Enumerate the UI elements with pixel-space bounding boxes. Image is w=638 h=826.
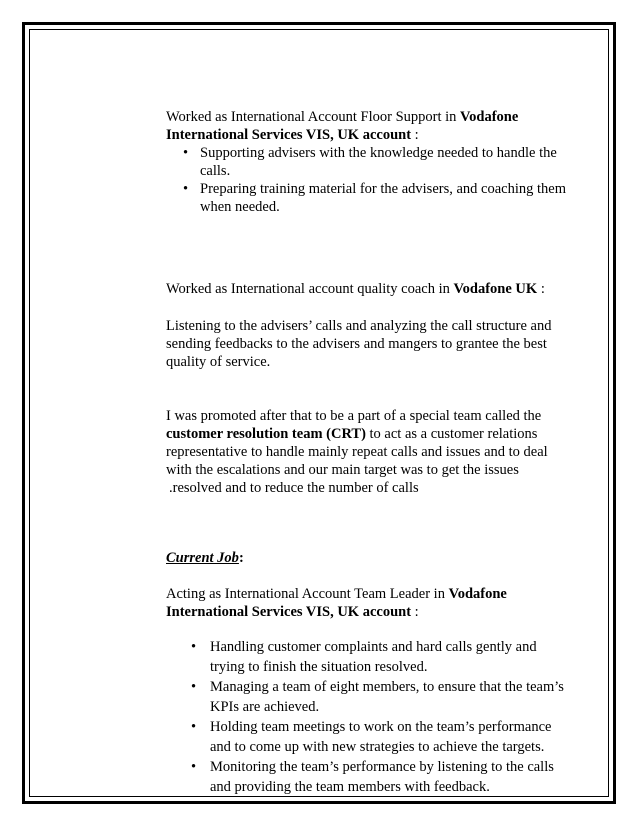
list-item: • Preparing training material for the advisers, and coaching them when needed.: [166, 180, 566, 216]
floor-support-company: Vodafone International Services VIS, UK account: [166, 109, 519, 143]
document-body: [166, 108, 566, 797]
current-job-company: Vodafone International Services VIS, UK account: [166, 586, 507, 620]
crt-last-line: .resolved and to reduce the number of calls: [169, 480, 419, 496]
floor-support-bullets: [166, 144, 566, 216]
current-job-intro: Acting as International Account Team Leader in Vodafone International Services VIS, UK account :: [166, 586, 507, 620]
current-job-bullets: [166, 637, 566, 797]
crt-paragraph: I was promoted after that to be a part of a special team called the customer resolution team (CRT) to act as a customer relations representative to handle mainly repeat calls and issues and to deal with the escalations and our main target was to get the issues: [166, 408, 548, 478]
list-item: • Handling customer complaints and hard calls gently and trying to finish the situation resolved.: [166, 637, 566, 677]
crt-team-name: customer resolution team (CRT): [166, 426, 366, 442]
quality-coach-company: Vodafone UK: [453, 281, 538, 297]
list-item: • Supporting advisers with the knowledge needed to handle the calls.: [166, 144, 566, 180]
quality-coach-heading: Worked as International account quality coach in Vodafone UK :: [166, 281, 545, 297]
list-item: • Holding team meetings to work on the team’s performance and to come up with new strategies to achieve the targets.: [166, 717, 566, 757]
current-job-heading: Current Job:: [166, 550, 244, 566]
floor-support-heading: Worked as International Account Floor Support in Vodafone International Services VIS, UK account :: [166, 109, 519, 143]
list-item: • Managing a team of eight members, to ensure that the team’s KPIs are achieved.: [166, 677, 566, 717]
list-item: • Monitoring the team’s performance by listening to the calls and providing the team members with feedback.: [166, 757, 566, 797]
quality-coach-description: Listening to the advisers’ calls and analyzing the call structure and sending feedbacks to the advisers and mangers to grantee the best quality of service.: [166, 318, 552, 370]
